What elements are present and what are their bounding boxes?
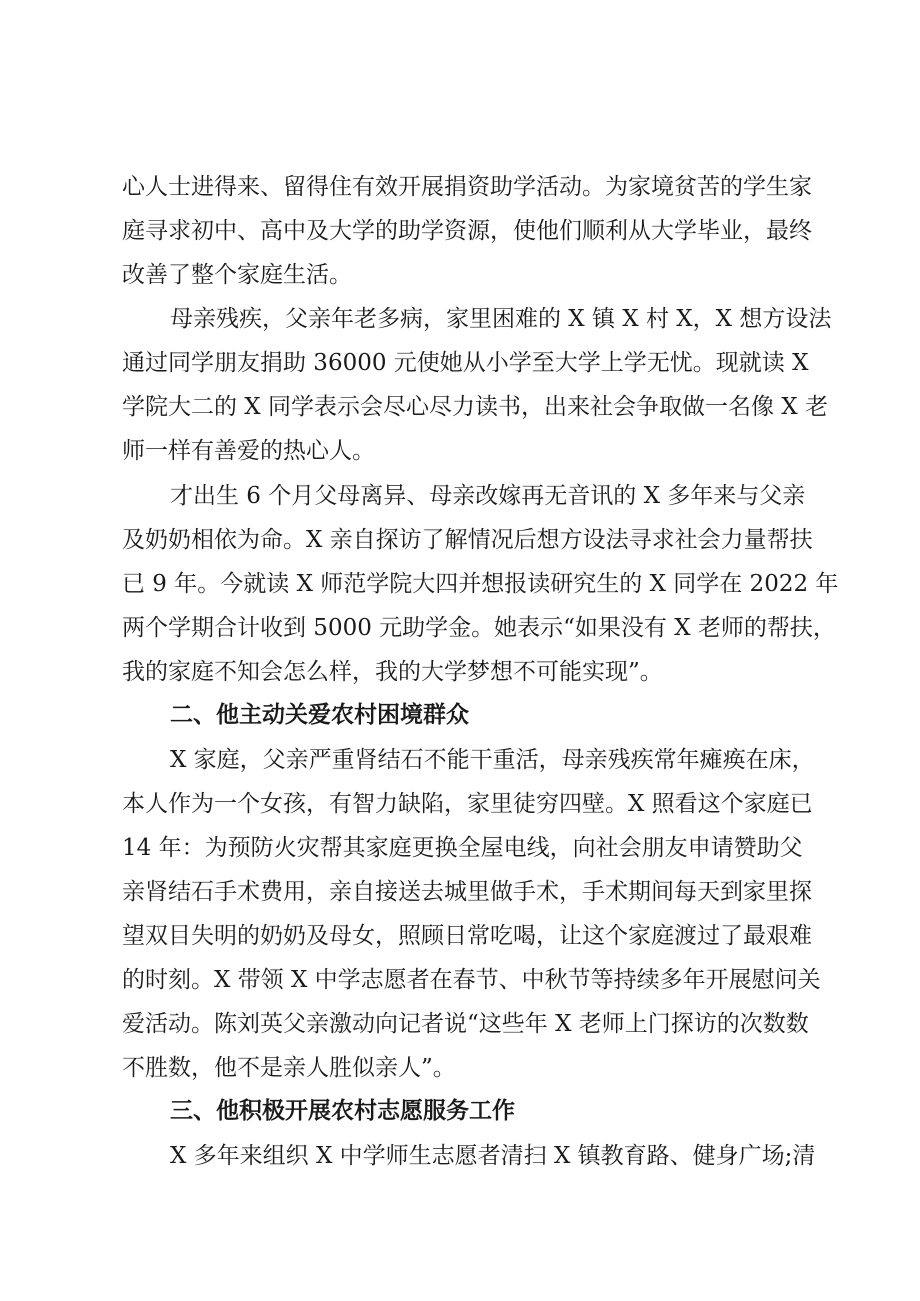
text-line: 心人士进得来、留得住有效开展捐资助学活动。为家境贫苦的学生家 [122, 174, 812, 200]
text-line: X 多年来组织 X 中学师生志愿者清扫 X 镇教育路、健身广场;清 [170, 1143, 816, 1169]
text-line: 及奶奶相依为命。X 亲自探访了解情况后想方设法寻求社会力量帮扶 [122, 527, 813, 553]
text-line: X 家庭，父亲严重肾结石不能干重活，母亲残疾常年瘫痪在床， [170, 747, 815, 773]
text-line: 望双目失明的奶奶及母女，照顾日常吃喝，让这个家庭渡过了最艰难 [122, 923, 812, 949]
section-heading: 二、他主动关爱农村困境群众 [170, 702, 469, 728]
text-line: 爱活动。陈刘英父亲激动向记者说“这些年 X 老师上门探访的次数数 [122, 1011, 809, 1037]
text-line: 14 年：为预防火灾帮其家庭更换全屋电线，向社会朋友申请赞助父 [122, 835, 803, 861]
section-heading: 三、他积极开展农村志愿服务工作 [170, 1098, 515, 1124]
text-line: 的时刻。X 带领 X 中学志愿者在春节、中秋节等持续多年开展慰问关 [122, 967, 821, 993]
text-line: 亲肾结石手术费用，亲自接送去城里做手术，手术期间每天到家里探 [122, 879, 812, 905]
text-line: 母亲残疾，父亲年老多病，家里困难的 X 镇 X 村 X，X 想方设法 [170, 306, 832, 332]
text-line: 不胜数，他不是亲人胜似亲人”。 [122, 1055, 456, 1081]
text-line: 本人作为一个女孩，有智力缺陷，家里徒穷四壁。X 照看这个家庭已 [122, 791, 813, 817]
text-line: 已 9 年。今就读 X 师范学院大四并想报读研究生的 X 同学在 2022 年 [122, 571, 839, 597]
text-line: 通过同学朋友捐助 36000 元使她从小学至大学上学无忧。现就读 X [122, 350, 809, 376]
text-line: 师一样有善爱的热心人。 [122, 438, 375, 464]
text-line: 学院大二的 X 同学表示会尽心尽力读书，出来社会争取做一名像 X 老 [122, 394, 828, 420]
text-line: 我的家庭不知会怎么样，我的大学梦想不可能实现”。 [122, 659, 663, 685]
text-line: 庭寻求初中、高中及大学的助学资源，使他们顺利从大学毕业，最终 [122, 218, 812, 244]
text-line: 才出生 6 个月父母离异、母亲改嫁再无音讯的 X 多年来与父亲 [170, 483, 806, 509]
text-line: 改善了整个家庭生活。 [122, 262, 352, 288]
text-line: 两个学期合计收到 5000 元助学金。她表示“如果没有 X 老师的帮扶， [122, 615, 836, 641]
